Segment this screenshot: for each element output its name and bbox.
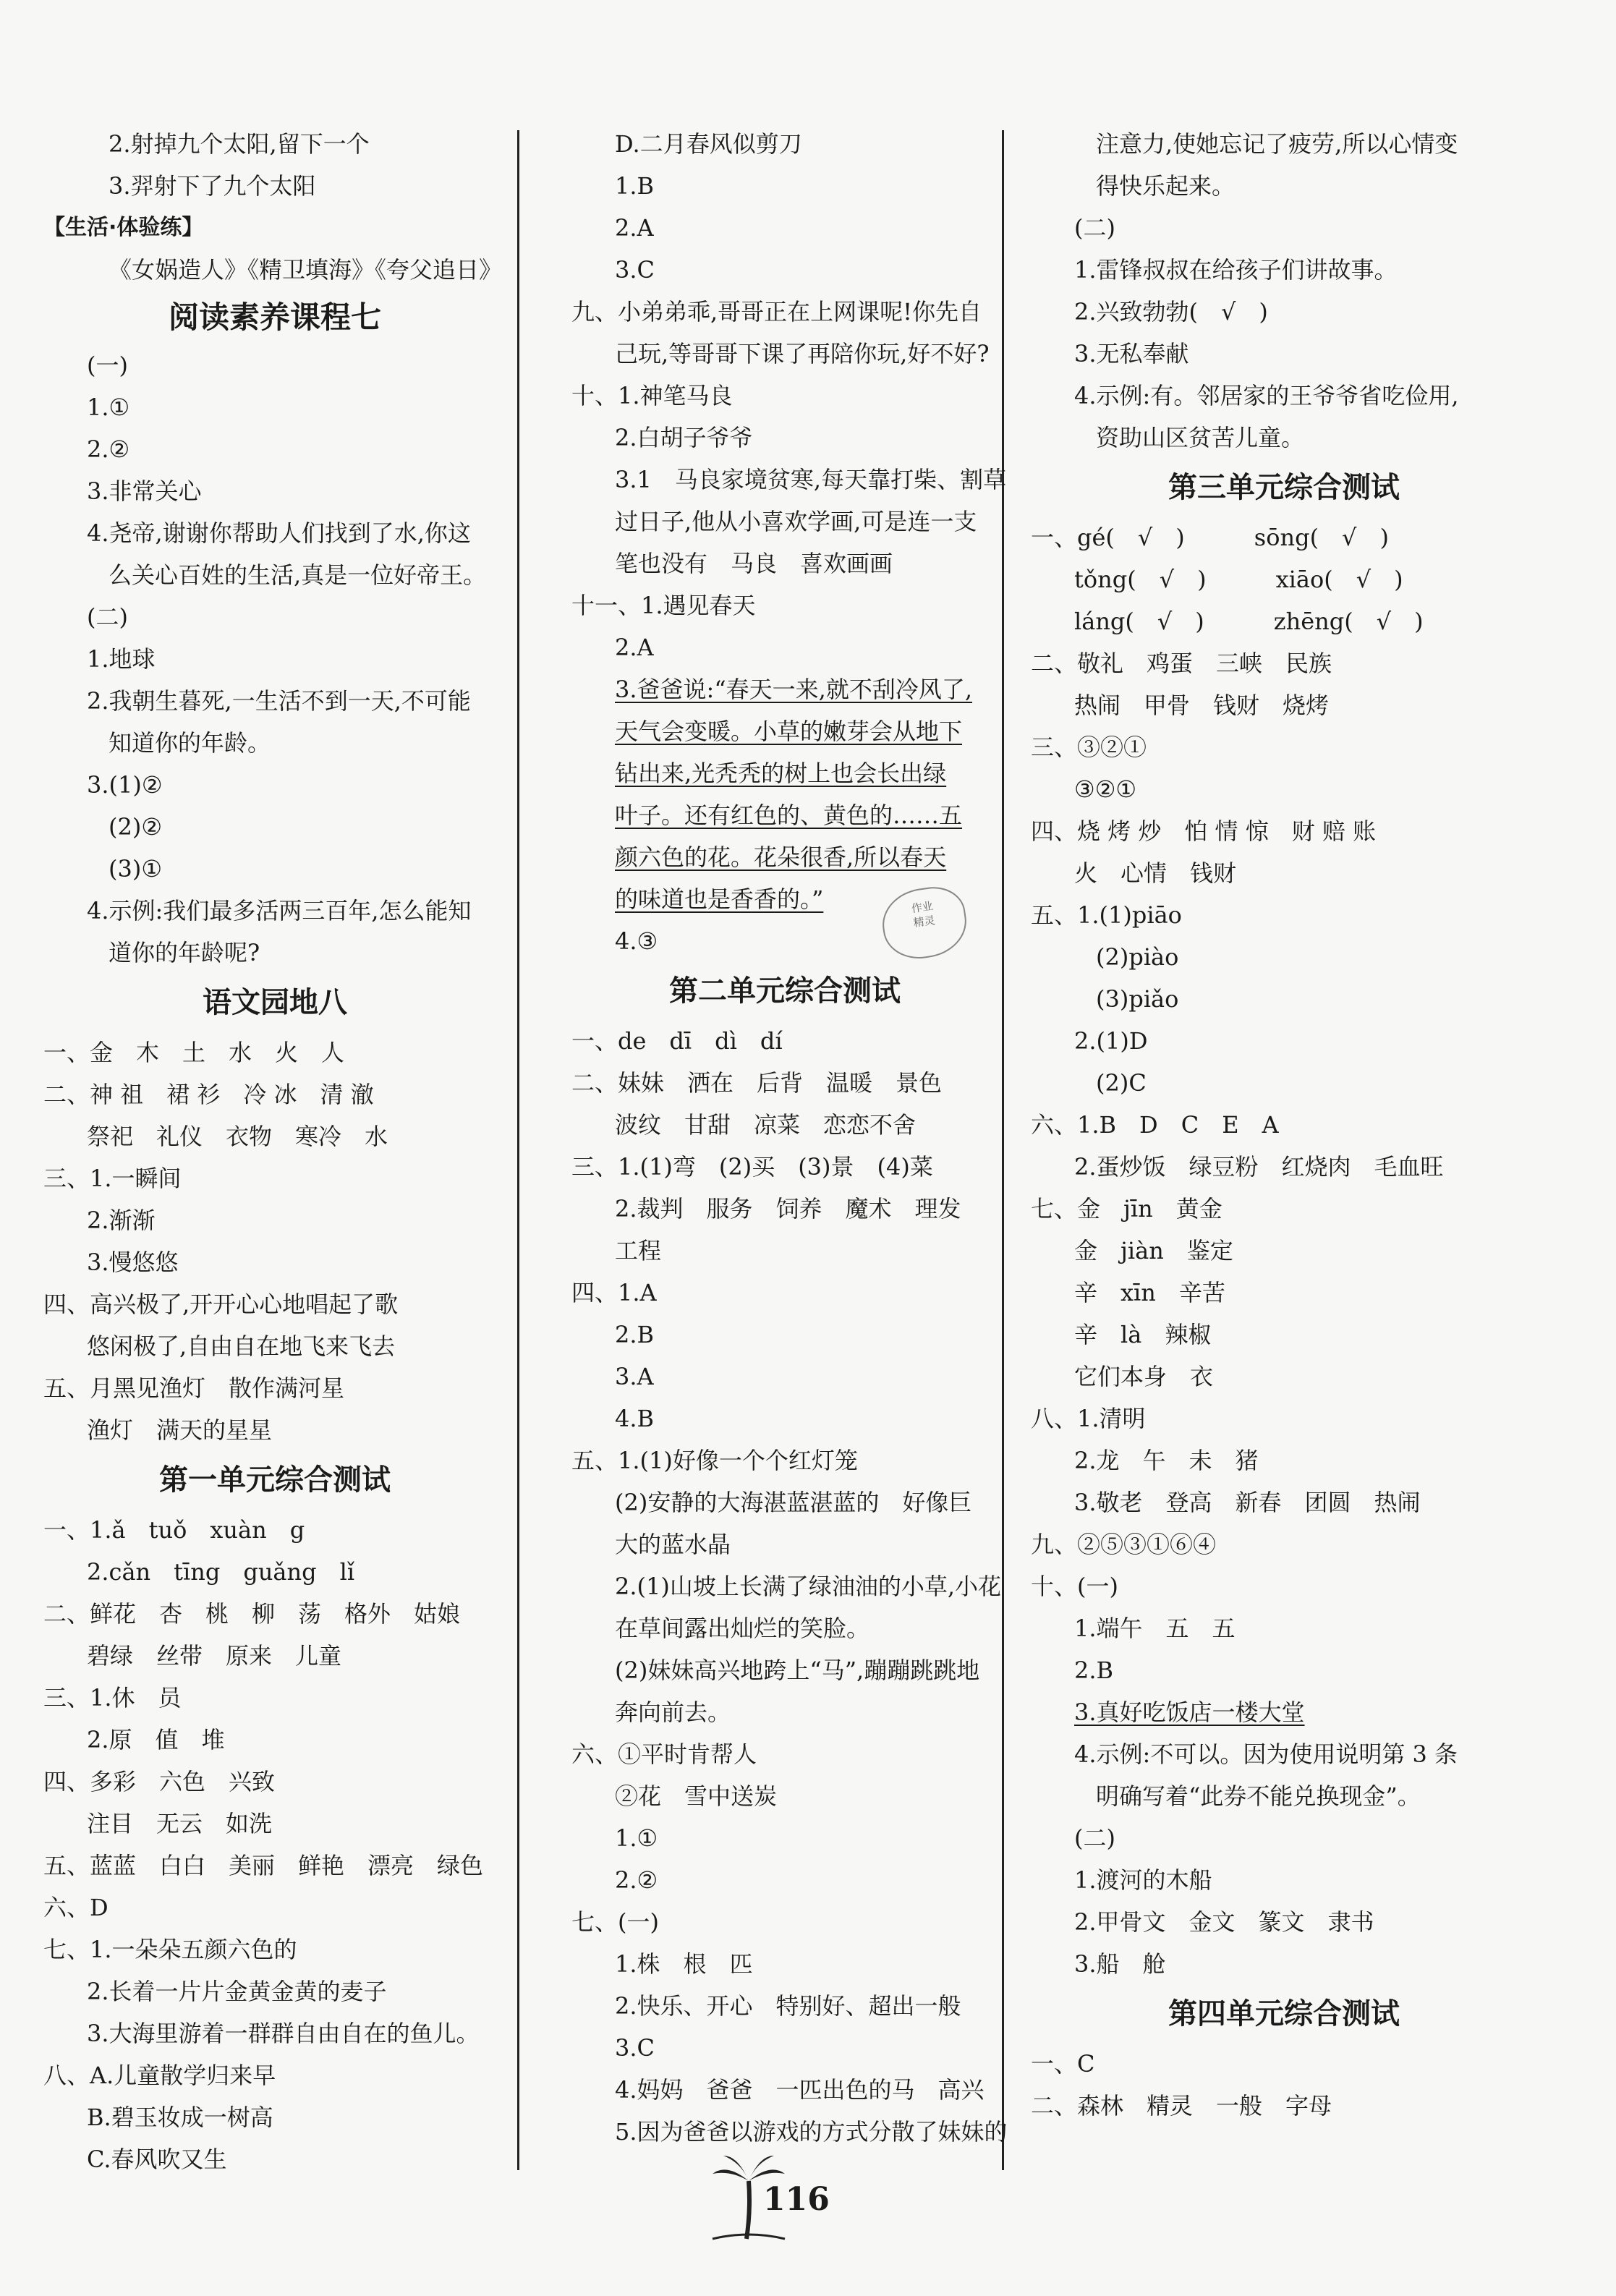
answer-line: 《女娲造人》《精卫填海》《夸父追日》 bbox=[109, 256, 503, 284]
answer-line: 1.株 根 匹 bbox=[615, 1950, 753, 1978]
answer-line: ③②① bbox=[1074, 775, 1137, 803]
answer-line: 四、高兴极了,开开心心地唱起了歌 bbox=[43, 1291, 399, 1318]
answer-line: 3.大海里游着一群群自由自在的鱼儿。 bbox=[87, 2020, 480, 2047]
answer-line: 3.敬老 登高 新春 团圆 热闹 bbox=[1074, 1489, 1421, 1516]
answer-line: 六、D bbox=[43, 1894, 109, 1921]
answer-line: 1.渡河的木船 bbox=[1074, 1866, 1212, 1894]
answer-line: 3.无私奉献 bbox=[1074, 340, 1189, 367]
answer-line: 十一、1.遇见春天 bbox=[571, 592, 756, 619]
answer-line: 九、小弟弟乖,哥哥正在上网课呢!你先自 bbox=[571, 298, 982, 326]
answer-line: 钻出来,光秃秃的树上也会长出绿 bbox=[615, 760, 947, 787]
answer-line: 2.龙 午 未 猪 bbox=[1074, 1447, 1259, 1474]
answer-line: 一、gé( √ ) sōng( √ ) bbox=[1031, 524, 1389, 551]
answer-line: 悠闲极了,自由自在地飞来飞去 bbox=[87, 1332, 396, 1360]
answer-line: 二、鲜花 杏 桃 柳 荡 格外 姑娘 bbox=[43, 1600, 461, 1628]
answer-line: 3.非常关心 bbox=[87, 477, 202, 505]
answer-line: 1.端午 五 五 bbox=[1074, 1615, 1236, 1642]
answer-line: 辛 là 辣椒 bbox=[1074, 1321, 1212, 1348]
answer-line: 明确写着“此券不能兑换现金”。 bbox=[1096, 1782, 1421, 1810]
answer-line: 一、1.ǎ tuǒ xuàn g bbox=[43, 1516, 305, 1544]
answer-line: 七、金 jīn 黄金 bbox=[1031, 1195, 1222, 1223]
answer-line: 二、敬礼 鸡蛋 三峡 民族 bbox=[1031, 650, 1332, 677]
answer-line: 道你的年龄呢? bbox=[109, 939, 260, 966]
answer-line: 2.A bbox=[615, 214, 654, 242]
answer-line: 十、(一) bbox=[1031, 1573, 1118, 1600]
answer-line: 2.长着一片片金黄金黄的麦子 bbox=[87, 1978, 387, 2005]
answer-line: 三、③②① bbox=[1031, 734, 1147, 761]
answer-line: 2.我朝生暮死,一生活不到一天,不可能 bbox=[87, 687, 471, 715]
section-heading: 第三单元综合测试 bbox=[1168, 471, 1400, 504]
answer-line: 九、②⑤③①⑥④ bbox=[1031, 1531, 1217, 1558]
answer-line: 二、妹妹 洒在 后背 温暖 景色 bbox=[571, 1069, 943, 1097]
answer-line: 五、1.(1)piāo bbox=[1031, 901, 1182, 929]
answer-line: 大的蓝水晶 bbox=[615, 1531, 731, 1558]
answer-line: (3)piǎo bbox=[1096, 985, 1179, 1013]
page-number: 116 bbox=[763, 2181, 830, 2218]
answer-line: 在草间露出灿烂的笑脸。 bbox=[615, 1615, 870, 1642]
answer-line: 3.真好吃饭店一楼大堂 bbox=[1074, 1698, 1305, 1726]
answer-line: 2.蛋炒饭 绿豆粉 红烧肉 毛血旺 bbox=[1074, 1153, 1444, 1181]
answer-line: 注目 无云 如洗 bbox=[87, 1810, 273, 1837]
answer-line: 的味道也是香香的。” bbox=[615, 885, 824, 913]
answer-line: 3.羿射下了九个太阳 bbox=[109, 172, 316, 200]
column-divider bbox=[1002, 130, 1004, 2170]
column-divider bbox=[517, 130, 519, 2170]
answer-line: 2.原 值 堆 bbox=[87, 1726, 225, 1753]
answer-line: (2)piào bbox=[1096, 943, 1179, 971]
answer-line: 2.渐渐 bbox=[87, 1207, 156, 1234]
answer-line: 二、森林 精灵 一般 字母 bbox=[1031, 2092, 1332, 2119]
answer-line: (二) bbox=[1074, 1824, 1115, 1852]
answer-line: 3.1 马良家境贫寒,每天靠打柴、割草 bbox=[615, 466, 1007, 493]
answer-line: 它们本身 衣 bbox=[1074, 1363, 1214, 1390]
answer-line: 五、1.(1)好像一个个红灯笼 bbox=[571, 1447, 858, 1474]
answer-line: 火 心情 钱财 bbox=[1074, 859, 1237, 887]
answer-line: 3.船 舱 bbox=[1074, 1950, 1166, 1978]
answer-line: 知道你的年龄。 bbox=[109, 729, 271, 757]
answer-line: 1.地球 bbox=[87, 645, 156, 673]
answer-line: 3.(1)② bbox=[87, 771, 163, 799]
answer-line: 得快乐起来。 bbox=[1096, 172, 1236, 200]
answer-line: (2)妹妹高兴地跨上“马”,蹦蹦跳跳地 bbox=[615, 1657, 980, 1684]
answer-line: (二) bbox=[1074, 214, 1115, 242]
answer-column-2 bbox=[571, 123, 1008, 2153]
answer-line: 三、1.(1)弯 (2)买 (3)景 (4)菜 bbox=[571, 1153, 933, 1181]
answer-line: 碧绿 丝带 原来 儿童 bbox=[87, 1642, 342, 1670]
section-heading: 阅读素养课程七 bbox=[168, 299, 381, 335]
answer-line: 祭祀 礼仪 衣物 寒冷 水 bbox=[87, 1123, 388, 1150]
answer-line: 4.尧帝,谢谢你帮助人们找到了水,你这 bbox=[87, 519, 471, 547]
answer-line: 1.① bbox=[87, 394, 130, 421]
answer-line: 2.② bbox=[87, 435, 130, 463]
answer-line: 八、A.儿童散学归来早 bbox=[43, 2062, 276, 2089]
section-heading: 第二单元综合测试 bbox=[669, 974, 901, 1008]
answer-line: 2.(1)D bbox=[1074, 1027, 1148, 1055]
answer-line: 2.快乐、开心 特别好、超出一般 bbox=[615, 1992, 961, 2020]
section-heading: 第一单元综合测试 bbox=[159, 1463, 391, 1497]
answer-line: 4.示例:不可以。因为使用说明第 3 条 bbox=[1074, 1740, 1458, 1768]
answer-line: 渔灯 满天的星星 bbox=[87, 1416, 273, 1444]
answer-line: 2.射掉九个太阳,留下一个 bbox=[109, 130, 370, 158]
answer-line: 叶子。还有红色的、黄色的……五 bbox=[615, 802, 963, 829]
answer-line: 十、1.神笔马良 bbox=[571, 382, 733, 409]
answer-line: 一、C bbox=[1031, 2050, 1095, 2078]
answer-line: 辛 xīn 辛苦 bbox=[1074, 1279, 1225, 1306]
answer-line: 八、1.清明 bbox=[1031, 1405, 1146, 1432]
answer-line: 工程 bbox=[615, 1237, 662, 1264]
answer-line: 2.兴致勃勃( √ ) bbox=[1074, 298, 1268, 326]
answer-line: (2)C bbox=[1096, 1069, 1147, 1097]
answer-line: tǒng( √ ) xiāo( √ ) bbox=[1074, 566, 1403, 593]
answer-line: 颜六色的花。花朵很香,所以春天 bbox=[615, 843, 947, 871]
answer-line: 2.B bbox=[615, 1321, 655, 1348]
answer-line: (一) bbox=[87, 352, 128, 379]
answer-line: 三、1.一瞬间 bbox=[43, 1165, 182, 1192]
answer-line: 1.① bbox=[615, 1824, 658, 1852]
answer-column-1 bbox=[43, 123, 506, 2180]
section-heading: 语文园地八 bbox=[203, 986, 347, 1019]
answer-line: 3.爸爸说:“春天一来,就不刮冷风了, bbox=[615, 676, 973, 703]
answer-line: (2)安静的大海湛蓝湛蓝的 好像巨 bbox=[615, 1489, 972, 1516]
answer-line: 资助山区贫苦儿童。 bbox=[1096, 424, 1305, 451]
answer-line: 4.B bbox=[615, 1405, 655, 1432]
answer-line: 2.甲骨文 金文 篆文 隶书 bbox=[1074, 1908, 1374, 1936]
answer-line: 笔也没有 马良 喜欢画画 bbox=[615, 550, 893, 577]
answer-line: 过日子,他从小喜欢学画,可是连一支 bbox=[615, 508, 977, 535]
answer-line: 3.A bbox=[615, 1363, 654, 1390]
answer-line: 金 jiàn 鉴定 bbox=[1074, 1237, 1233, 1264]
answer-line: 五、蓝蓝 白白 美丽 鲜艳 漂亮 绿色 bbox=[43, 1852, 484, 1879]
answer-line: 己玩,等哥哥下课了再陪你玩,好不好? bbox=[615, 340, 990, 367]
answer-line: 三、1.休 员 bbox=[43, 1684, 182, 1712]
answer-line: 2.② bbox=[615, 1866, 658, 1894]
answer-line: 4.妈妈 爸爸 一匹出色的马 高兴 bbox=[615, 2076, 985, 2104]
answer-line: 4.示例:有。邻居家的王爷爷省吃俭用, bbox=[1074, 382, 1459, 409]
answer-line: 3.C bbox=[615, 256, 655, 284]
answer-line: 4.③ bbox=[615, 927, 658, 955]
answer-line: D.二月春风似剪刀 bbox=[615, 130, 802, 158]
answer-line: 六、①平时肯帮人 bbox=[571, 1740, 757, 1768]
answer-line: 1.雷锋叔叔在给孩子们讲故事。 bbox=[1074, 256, 1398, 284]
answer-line: 注意力,使她忘记了疲劳,所以心情变 bbox=[1096, 130, 1458, 158]
answer-line: 一、金 木 土 水 火 人 bbox=[43, 1039, 345, 1066]
homework-stamp: 作业 精灵 bbox=[878, 883, 971, 963]
answer-line: 四、烧 烤 炒 怕 情 惊 财 赔 账 bbox=[1031, 817, 1377, 845]
answer-line: B.碧玉妆成一树高 bbox=[87, 2104, 273, 2131]
answer-line: 天气会变暖。小草的嫩芽会从地下 bbox=[615, 718, 963, 745]
answer-line: 3.慢悠悠 bbox=[87, 1249, 179, 1276]
answer-line: 2.cǎn tīng guǎng lǐ bbox=[87, 1558, 355, 1586]
answer-line: 五、月黑见渔灯 散作满河星 bbox=[43, 1374, 345, 1402]
answer-line: 奔向前去。 bbox=[615, 1698, 731, 1726]
answer-line: 波纹 甘甜 凉菜 恋恋不舍 bbox=[615, 1111, 917, 1139]
answer-line: 3.C bbox=[615, 2034, 655, 2062]
answer-line: C.春风吹又生 bbox=[87, 2146, 227, 2173]
answer-line: 四、多彩 六色 兴致 bbox=[43, 1768, 276, 1795]
answer-line: 1.B bbox=[615, 172, 655, 200]
section-heading: 第四单元综合测试 bbox=[1168, 1997, 1400, 2031]
answer-line: 2.白胡子爷爷 bbox=[615, 424, 753, 451]
answer-line: 六、1.B D C E A bbox=[1031, 1111, 1279, 1139]
answer-line: 七、(一) bbox=[571, 1908, 659, 1936]
answer-line: 5.因为爸爸以游戏的方式分散了妹妹的 bbox=[615, 2118, 1008, 2146]
page-footer bbox=[694, 2152, 911, 2261]
answer-line: (2)② bbox=[109, 813, 163, 841]
answer-line: 2.裁判 服务 饲养 魔术 理发 bbox=[615, 1195, 961, 1223]
answer-line: (二) bbox=[87, 603, 128, 631]
answer-line: 么关心百姓的生活,真是一位好帝王。 bbox=[109, 561, 487, 589]
answer-line: 一、de dī dì dí bbox=[571, 1027, 783, 1055]
answer-line: ②花 雪中送炭 bbox=[615, 1782, 778, 1810]
answer-line: 七、1.一朵朵五颜六色的 bbox=[43, 1936, 297, 1963]
answer-line: (3)① bbox=[109, 855, 163, 883]
answer-line: 4.示例:我们最多活两三百年,怎么能知 bbox=[87, 897, 472, 924]
answer-line: 四、1.A bbox=[571, 1279, 657, 1306]
answer-column-3 bbox=[1031, 123, 1537, 2127]
answer-line: 2.A bbox=[615, 634, 654, 661]
answer-line: 热闹 甲骨 钱财 烧烤 bbox=[1074, 692, 1330, 719]
answer-line: láng( √ ) zhēng( √ ) bbox=[1074, 608, 1424, 635]
answer-line: 2.B bbox=[1074, 1657, 1114, 1684]
answer-line: 2.(1)山坡上长满了绿油油的小草,小花 bbox=[615, 1573, 1002, 1600]
answer-line: 【生活·体验练】 bbox=[43, 215, 204, 240]
answer-line: 二、神 祖 裙 衫 冷 冰 清 澈 bbox=[43, 1081, 374, 1108]
